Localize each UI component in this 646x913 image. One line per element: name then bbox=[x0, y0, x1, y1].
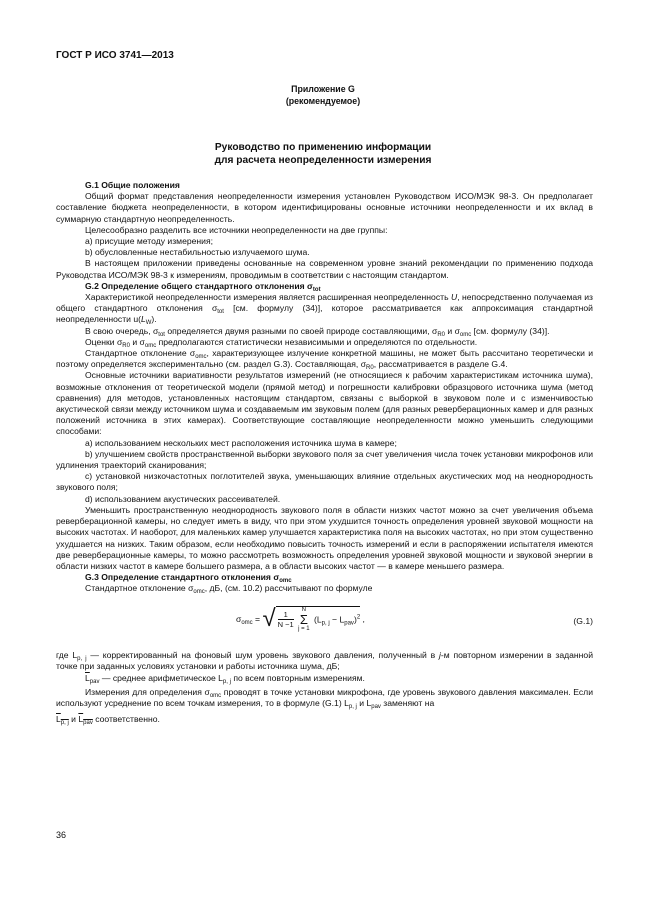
appendix-title bbox=[56, 141, 590, 167]
document-body bbox=[56, 180, 593, 725]
paragraph: Измерения для определения $\sigma_{omc}$ проводят в точке установки микрофона, где уровень звукового давления максимален. Если используют усреднение по всем точкам измерения, то в формуле (G.1) $L_{p, j}$ и $L_{pav}$ заменяют на bbox=[56, 687, 593, 711]
appendix-title-line2: для расчета неопределенности измерения bbox=[214, 155, 432, 166]
formula-g1 bbox=[56, 602, 593, 642]
standard-code: ГОСТ Р ИСО 3741—2013 bbox=[56, 50, 174, 61]
list-item: a) присущие методу измерения; bbox=[85, 236, 213, 247]
list-item: a) использованием нескольких мест расположения источника шума в камере; bbox=[85, 437, 397, 448]
paragraph: Стандартное отклонение $\sigma_{omc}$, характеризующее излучение конкретной машины, не может быть рассчитано теоретически и поэтому определяется экспериментально (см. раздел G.3). Составляющая, $\sigma_{R0}$, рассматривается в разделе G.4. bbox=[56, 348, 593, 372]
paragraph: Оценки $\sigma_{R0}$ и $\sigma_{omc}$ предполагаются статистически независимыми и определяются по отдельности. bbox=[85, 336, 478, 349]
appendix-label: Приложение G bbox=[291, 84, 355, 94]
formula-number: (G.1) bbox=[573, 615, 593, 626]
paragraph: $\overline{L}_{p, j}$ и $\overline{L}_{\overline{pav}}$ соответственно. bbox=[56, 713, 160, 726]
appendix-title-line1: Руководство по применению информации bbox=[214, 142, 432, 153]
radicand: $\frac{1}{N -1}$ N Σ j = 1 $(L_{p, j} - L_{pav})^2$ bbox=[277, 606, 361, 632]
list-item: c) установкой низкочастотных поглотителей звука, уменьшающих влияние отдельных акустических мод на неоднородность звукового поля; bbox=[56, 471, 593, 493]
paragraph: Уменьшить пространственную неоднородность звукового поля в области низких частот можно за счет увеличения объема реверберационной камеры, но следует иметь в виду, что при этом ухудшится точность определения уровней звуковой мощности на высоких частотах. И наоборот, для маленьких камер улучшается характеристика поля на высоких частотах, но при этом существенно ухудшается на низких. Таким образом, если необходимо повысить точность измерений и если в распоряжении испытателя имеются две реверберационные камеры, то можно рассмотреть возможность определения уровней звуковой мощности и звуковой энергии в области низких частот в камере большего размера, а в области высоких частот — в камере меньшего размера. bbox=[56, 504, 593, 571]
appendix-label-block bbox=[56, 84, 590, 107]
paragraph: Стандартное отклонение $\sigma_{omc}$, дБ, (см. 10.2) рассчитывают по формуле bbox=[85, 583, 373, 596]
list-item: d) использованием акустических рассеивателей. bbox=[85, 493, 281, 504]
page-number: 36 bbox=[56, 830, 67, 840]
paragraph: $\overline{L}_{pav}$ — среднее арифметическое $L_{p, j}$ по всем повторным измерениям. bbox=[85, 672, 365, 685]
paragraph: В настоящем приложении приведены основанные на современном уровне знаний рекомендации по применению подхода Руководства ИСО/МЭК 98-3 к измерениям, проводимым в соответствии с настоящим стандартом. bbox=[56, 258, 593, 280]
paragraph: Целесообразно разделить все источники неопределенности на две группы: bbox=[85, 224, 388, 235]
radical-sign: √ bbox=[262, 605, 276, 633]
section-heading-g2: G.2 Определение общего стандартного отклонения $\sigma_{tot}$ bbox=[85, 280, 321, 293]
fraction: $\frac{1}{N -1}$ bbox=[277, 610, 294, 630]
paragraph: где $L_{p, j}$ — корректированный на фоновый шум уровень звукового давления, полученный в j-м повторном измерении в заданной точке при заданных условиях установки и работы источника шума, дБ; bbox=[56, 649, 593, 671]
summation: N Σ j = 1 bbox=[298, 606, 310, 632]
section-heading-g1: G.1 Общие положения bbox=[85, 180, 180, 190]
paragraph: Общий формат представления неопределенности измерения установлен Руководством ИСО/МЭК 98-3. Он предполагает составление бюджета неопределенности, в котором идентифицированы основные источники неопределенности и их вклад в суммарную стандартную неопределенность. bbox=[56, 191, 593, 224]
paragraph: Характеристикой неопределенности измерения является расширенная неопределенность U, непосредственно получаемая из общего стандартного отклонения $\sigma_{tot}$ [см. формулу (34)], которое рассматривается как аппроксимация стандартной неопределенности $u(L_W)$. bbox=[56, 292, 593, 327]
section-heading-g3: G.3 Определение стандартного отклонения $\sigma_{omc}$ bbox=[85, 572, 292, 585]
formula-expression: $\sigma_{omc}$ = √ $\frac{1}{N -1}$ N Σ j = 1 $(L_{p, j} - L_{pav})^2$ , bbox=[236, 605, 365, 633]
list-item: b) обусловленные нестабильностью излучаемого шума. bbox=[85, 247, 310, 258]
paragraph: Основные источники вариативности результатов измерений (не относящиеся к рабочим характеристикам источника шума), возможные отклонения от теоретической модели (прямой метод) и погрешности калибровки образцового источника шума (метод сравнения) для методов, установленных настоящим стандартом, связаны с выборкой в звуковом поле и с изменчивостью акустической связи между источником шума и создаваемым им звуковым полем (для разных реверберационных камер и для разных положений источника в этих камерах). Соответствующие составляющие неопределенности можно уменьшить следующими способами: bbox=[56, 370, 593, 437]
list-item: b) улучшением свойств пространственной выборки звукового поля за счет увеличения числа точек установки микрофонов или удлинения траекторий сканирования; bbox=[56, 448, 593, 471]
paragraph: В свою очередь, $\sigma_{tot}$ определяется двумя разными по своей природе составляющими, $\sigma_{R0}$ и $\sigma_{omc}$ [см. формулу (34)]. bbox=[85, 325, 550, 338]
appendix-type: (рекомендуемое) bbox=[285, 95, 361, 106]
